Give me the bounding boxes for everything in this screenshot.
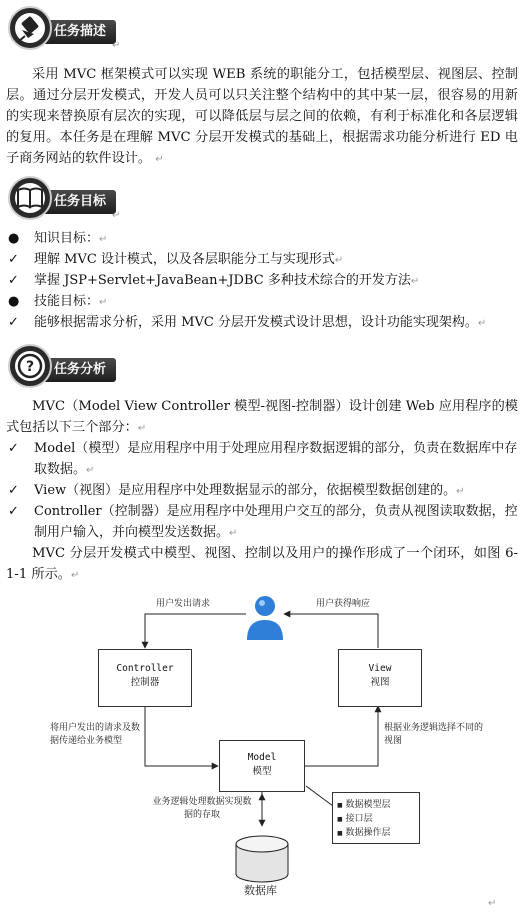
question-icon: [8, 344, 52, 388]
view-box: View 视图: [338, 649, 422, 707]
forward-label: 将用户发出的请求及数据传递给业务模型: [50, 723, 141, 746]
section-title: 任务目标: [40, 190, 116, 214]
pin-icon: [8, 6, 52, 50]
section-heading-analysis: [8, 344, 118, 388]
list-item: ✓ Model（模型）是应用程序中用于处理应用程序数据逻辑的部分，负责在数据库中存取数据。↵: [8, 441, 518, 477]
section-title: 任务描述: [40, 20, 116, 44]
section-heading-goals: [8, 176, 118, 220]
user-icon: [247, 596, 283, 640]
model-box: Model 模型: [219, 740, 305, 792]
section-heading-description: [8, 6, 118, 50]
layer-item: ■ 接口层: [337, 814, 373, 824]
section-title: 任务分析: [40, 358, 116, 382]
badge: [8, 6, 52, 50]
database-icon: [236, 836, 288, 882]
analysis-intro: MVC（Model View Controller 模型-视图-控制器）设计创建 Web 应用程序的模式包括以下三个部分：↵: [6, 399, 518, 435]
layer-item: ■ 数据模型层: [337, 800, 391, 810]
description-paragraph: 采用 MVC 框架模式可以实现 WEB 系统的职能分工，包括模型层、视图层、控制层。通过分层开发模式，开发人员可以只关注整个结构中的其中某一层，很容易的用新的实现来替换原有层次的实现，可以降低层与层之间的依赖，有利于标准化和各层逻辑的复用。本任务是在理解 MVC 分层开发模式的基础上，根据需求功能分析进行 ED 电子商务网站的软件设计。 ↵: [6, 67, 518, 166]
analysis-closing: MVC 分层开发模式中模型、视图、控制以及用户的操作形成了一个闭环，如图 6-1-1 所示。↵: [6, 546, 518, 582]
list-item: ● 知识目标：↵: [8, 231, 108, 246]
svg-text:?: ?: [25, 359, 35, 375]
list-item: ✓ 能够根据需求分析，采用 MVC 分层开发模式设计思想，设计功能实现架构。↵: [8, 315, 487, 330]
user-send-label: 用户发出请求: [156, 599, 211, 609]
badge: [8, 176, 52, 220]
list-item: ● 技能目标：↵: [8, 294, 108, 309]
database-label: 数据库: [244, 884, 277, 897]
list-item: ✓ Controller（控制器）是应用程序中处理用户交互的部分，负责从视图读取数据，控制用户输入，并向模型发送数据。↵: [8, 504, 518, 540]
user-receive-label: 用户获得响应: [316, 599, 371, 609]
book-icon: [8, 176, 52, 220]
badge: [8, 344, 52, 388]
list-item: ✓ View（视图）是应用程序中处理数据显示的部分，依据模型数据创建的。↵: [8, 483, 465, 498]
layers-box: [332, 792, 420, 844]
list-item: ✓ 理解 MVC 设计模式，以及各层职能分工与实现形式↵: [8, 252, 344, 267]
select-view-label: 根据业务逻辑选择不同的视图: [384, 723, 484, 746]
layer-item: ■ 数据操作层: [337, 828, 391, 838]
list-item: ✓ 掌握 JSP+Servlet+JavaBean+JDBC 多种技术综合的开发方法↵: [8, 273, 420, 288]
controller-box: Controller 控制器: [98, 649, 192, 707]
db-access-label: 业务逻辑处理数据实现数据的存取: [152, 797, 252, 820]
